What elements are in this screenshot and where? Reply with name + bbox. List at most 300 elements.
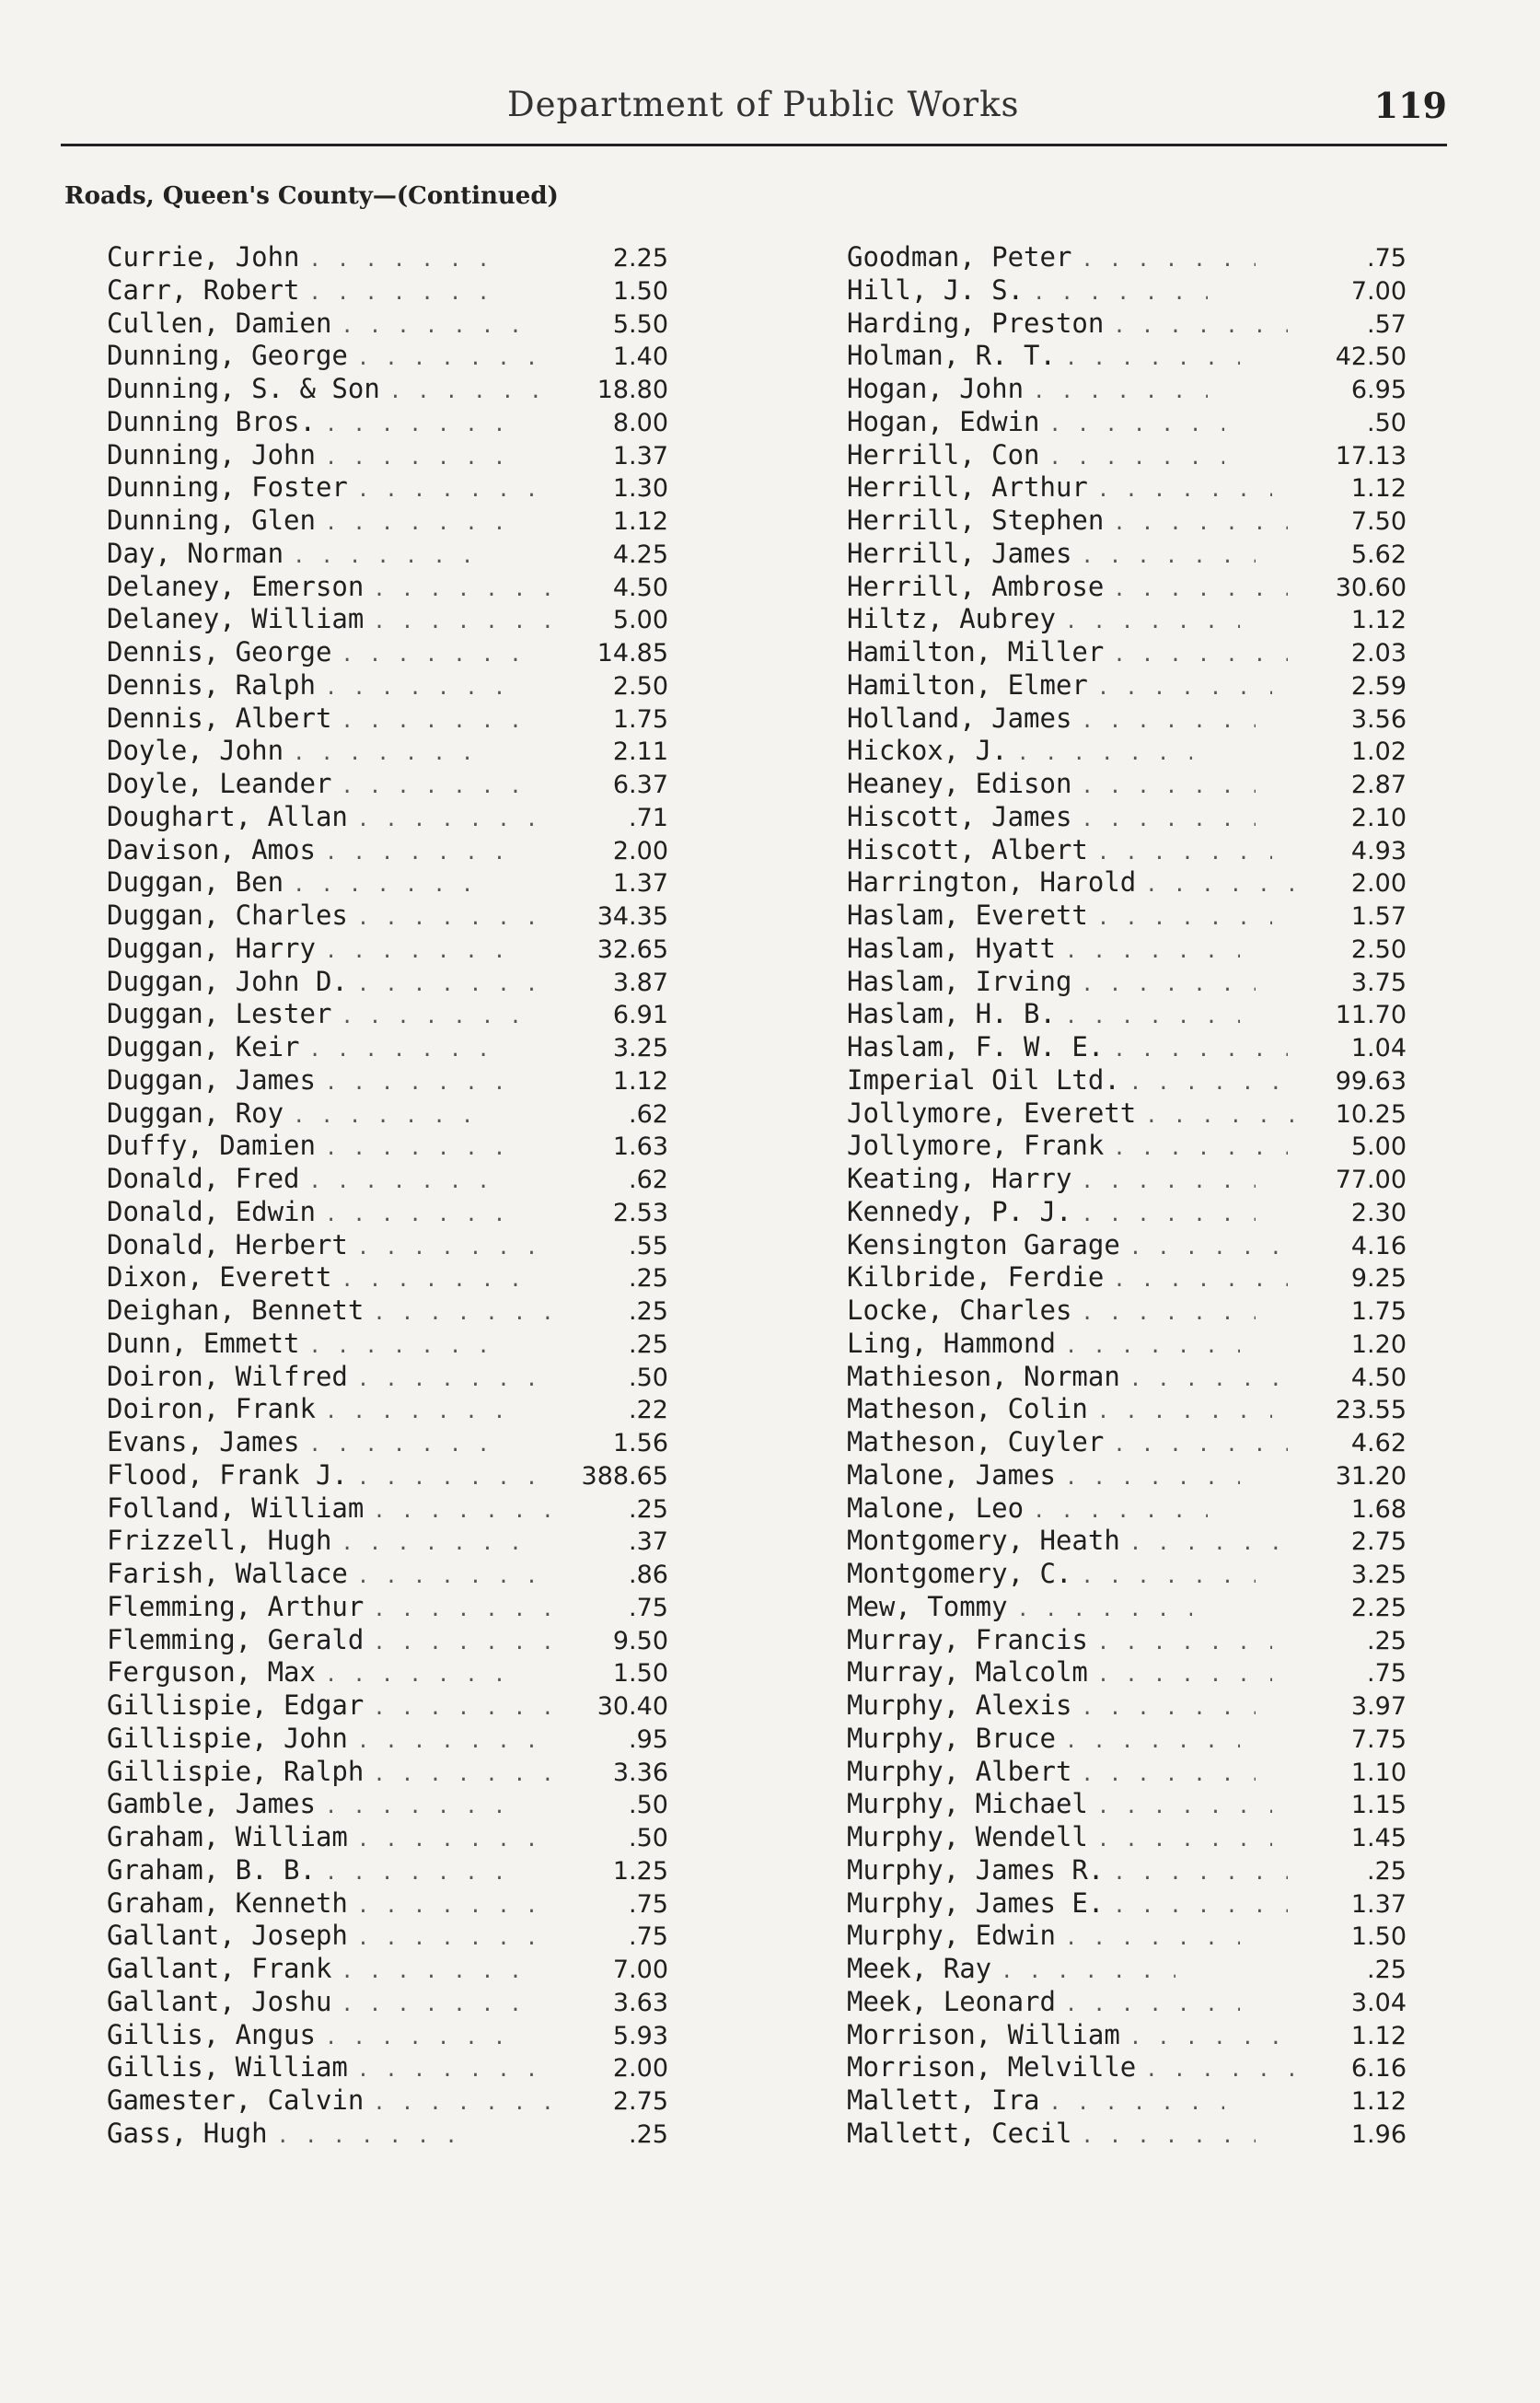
list-item bbox=[847, 1130, 1407, 1163]
payee-name: Dunning, John bbox=[107, 438, 316, 470]
list-item bbox=[847, 406, 1407, 439]
payment-amount: 1.37 bbox=[612, 441, 668, 470]
dot-leader bbox=[325, 1400, 509, 1423]
payee-name: Goodman, Peter bbox=[847, 241, 1072, 273]
payment-amount: 6.91 bbox=[612, 1001, 668, 1030]
payee-name: Hiscott, Albert bbox=[847, 833, 1088, 865]
list-item bbox=[847, 669, 1407, 702]
payment-amount: 9.50 bbox=[612, 1626, 668, 1655]
list-item bbox=[107, 505, 668, 538]
list-item bbox=[107, 439, 668, 472]
payment-amount: 2.59 bbox=[1350, 671, 1407, 701]
list-item bbox=[107, 1887, 668, 1921]
payee-name: Kensington Garage bbox=[847, 1228, 1120, 1260]
dot-leader bbox=[325, 2026, 509, 2049]
payee-name: Frizzell, Hugh bbox=[107, 1525, 332, 1557]
dot-leader bbox=[1065, 1467, 1240, 1490]
dot-leader bbox=[341, 1269, 525, 1292]
payment-amount: 2.25 bbox=[612, 244, 668, 273]
dot-leader bbox=[1097, 1631, 1272, 1654]
list-item bbox=[847, 1854, 1407, 1887]
list-item bbox=[847, 735, 1407, 768]
payee-name: Malone, Leo bbox=[847, 1492, 1025, 1524]
dot-leader bbox=[1049, 447, 1224, 470]
payment-amount: 4.93 bbox=[1350, 836, 1407, 865]
dot-leader bbox=[1129, 1368, 1296, 1391]
payment-amount: .75 bbox=[629, 1922, 668, 1952]
list-item bbox=[107, 1163, 668, 1196]
payee-name: Delaney, Emerson bbox=[107, 570, 365, 602]
payee-name: Cullen, Damien bbox=[107, 307, 332, 339]
payee-name: Dunning, George bbox=[107, 340, 348, 372]
payment-amount: 4.62 bbox=[1350, 1429, 1407, 1457]
list-item bbox=[847, 1393, 1407, 1426]
payee-name: Herrill, Ambrose bbox=[847, 570, 1105, 602]
payment-amount: 18.80 bbox=[596, 376, 668, 404]
dot-leader bbox=[325, 447, 509, 470]
payment-amount: 42.50 bbox=[1335, 342, 1407, 372]
dot-leader bbox=[1097, 1664, 1272, 1687]
payment-amount: 1.30 bbox=[612, 474, 668, 504]
list-item bbox=[107, 340, 668, 373]
list-item bbox=[107, 1656, 668, 1689]
payee-name: Haslam, Irving bbox=[847, 965, 1072, 997]
list-item bbox=[107, 998, 668, 1031]
list-item bbox=[847, 900, 1407, 933]
list-item bbox=[107, 735, 668, 768]
dot-leader bbox=[325, 512, 509, 535]
payment-amount: 1.04 bbox=[1350, 1034, 1407, 1062]
page-number: 119 bbox=[1373, 85, 1447, 126]
list-item bbox=[847, 768, 1407, 801]
dot-leader bbox=[325, 940, 509, 963]
dot-leader bbox=[1081, 1170, 1256, 1193]
dot-leader bbox=[1113, 578, 1288, 601]
payment-amount: 1.75 bbox=[1350, 1297, 1407, 1326]
list-item bbox=[107, 768, 668, 801]
payee-name: Mew, Tommy bbox=[847, 1590, 1008, 1622]
list-item bbox=[107, 1756, 668, 1789]
payment-amount: 1.12 bbox=[612, 507, 668, 536]
payment-amount: .75 bbox=[629, 1889, 668, 1919]
dot-leader bbox=[1081, 973, 1256, 996]
dot-leader bbox=[1065, 1993, 1240, 2016]
payment-amount: 6.37 bbox=[612, 771, 668, 799]
list-item bbox=[107, 933, 668, 966]
payment-amount: 2.75 bbox=[612, 2087, 668, 2116]
payee-name: Gamester, Calvin bbox=[107, 2084, 365, 2116]
page-header bbox=[61, 85, 1447, 149]
list-item bbox=[107, 669, 668, 702]
list-item bbox=[847, 2084, 1407, 2118]
list-item bbox=[107, 241, 668, 274]
payment-amount: .25 bbox=[1367, 1956, 1407, 1984]
dot-leader bbox=[1113, 644, 1288, 667]
list-item bbox=[107, 702, 668, 736]
list-item bbox=[107, 1426, 668, 1459]
dot-leader bbox=[1065, 610, 1240, 633]
payee-name: Duggan, Harry bbox=[107, 932, 316, 964]
list-item bbox=[107, 2019, 668, 2052]
list-item bbox=[847, 702, 1407, 736]
dot-leader bbox=[1113, 1137, 1288, 1160]
payee-name: Morrison, William bbox=[847, 2018, 1120, 2050]
dot-leader bbox=[373, 1763, 557, 1786]
list-item bbox=[107, 834, 668, 867]
payee-name: Gass, Hugh bbox=[107, 2117, 268, 2149]
dot-leader bbox=[373, 1598, 557, 1621]
payee-name: Hamilton, Miller bbox=[847, 636, 1105, 668]
dot-leader bbox=[373, 578, 557, 601]
payment-amount: 1.15 bbox=[1350, 1791, 1407, 1820]
dot-leader bbox=[357, 1828, 541, 1852]
payment-amount: 1.50 bbox=[1350, 1922, 1407, 1952]
payment-amount: .25 bbox=[1367, 1856, 1407, 1886]
list-item bbox=[107, 538, 668, 571]
payment-amount: 3.36 bbox=[612, 1758, 668, 1787]
dot-leader bbox=[357, 808, 541, 831]
payment-amount: 2.11 bbox=[612, 737, 668, 767]
dot-leader bbox=[309, 282, 493, 305]
payee-name: Graham, Kenneth bbox=[107, 1886, 348, 1919]
payment-amount: 1.12 bbox=[1350, 2087, 1407, 2116]
payment-amount: .62 bbox=[629, 1166, 668, 1194]
payee-name: Murphy, Edwin bbox=[847, 1920, 1056, 1952]
list-item bbox=[847, 998, 1407, 1031]
payee-name: Imperial Oil Ltd. bbox=[847, 1063, 1120, 1096]
payment-amount: 5.00 bbox=[612, 606, 668, 635]
payment-amount: 77.00 bbox=[1335, 1166, 1407, 1194]
dot-leader bbox=[357, 1927, 541, 1950]
payment-amount: 7.00 bbox=[612, 1956, 668, 1984]
dot-leader bbox=[309, 249, 493, 272]
payee-name: Matheson, Cuyler bbox=[847, 1426, 1105, 1457]
payment-amount: 3.04 bbox=[1350, 1988, 1407, 2017]
dot-leader bbox=[1065, 347, 1240, 370]
list-item bbox=[847, 1361, 1407, 1394]
list-item bbox=[847, 1986, 1407, 2019]
dot-leader bbox=[1097, 479, 1272, 502]
dot-leader bbox=[325, 1137, 509, 1160]
dot-leader bbox=[389, 380, 558, 403]
dot-leader bbox=[309, 1170, 493, 1193]
dot-leader bbox=[357, 1368, 541, 1391]
dot-leader bbox=[1065, 1927, 1240, 1950]
payee-name: Gallant, Frank bbox=[107, 1953, 332, 1984]
dot-leader bbox=[1081, 1203, 1256, 1226]
payee-name: Malone, James bbox=[847, 1458, 1056, 1491]
list-item bbox=[847, 1723, 1407, 1756]
payment-amount: 2.75 bbox=[1350, 1527, 1407, 1557]
payment-amount: 9.25 bbox=[1350, 1264, 1407, 1294]
dot-leader bbox=[1145, 874, 1296, 897]
dot-leader bbox=[325, 842, 509, 865]
dot-leader bbox=[325, 413, 509, 436]
list-item bbox=[107, 1064, 668, 1097]
payee-name: Murphy, Albert bbox=[847, 1755, 1072, 1787]
payment-amount: 1.96 bbox=[1350, 2119, 1407, 2149]
list-item bbox=[107, 866, 668, 900]
list-item bbox=[847, 1788, 1407, 1821]
payment-amount: 1.57 bbox=[1350, 902, 1407, 931]
payment-amount: 2.03 bbox=[1350, 639, 1407, 668]
list-item bbox=[847, 1887, 1407, 1921]
dot-leader bbox=[1097, 842, 1272, 865]
list-item bbox=[107, 636, 668, 669]
dot-leader bbox=[1081, 249, 1256, 272]
dot-leader bbox=[373, 2092, 557, 2115]
dot-leader bbox=[1081, 808, 1256, 831]
payment-amount: 1.02 bbox=[1350, 737, 1407, 767]
dot-leader bbox=[309, 1335, 493, 1358]
payee-name: Hill, J. S. bbox=[847, 273, 1025, 306]
payee-name: Meek, Ray bbox=[847, 1953, 992, 1984]
payee-name: Jollymore, Everett bbox=[847, 1097, 1137, 1129]
payee-name: Haslam, F. W. E. bbox=[847, 1031, 1105, 1062]
list-item bbox=[107, 1624, 668, 1657]
payment-amount: 14.85 bbox=[596, 639, 668, 668]
list-item bbox=[847, 2019, 1407, 2052]
list-item bbox=[847, 1229, 1407, 1262]
payment-amount: 1.50 bbox=[612, 1659, 668, 1689]
list-item bbox=[107, 1953, 668, 1986]
list-item bbox=[107, 1328, 668, 1361]
dot-leader bbox=[1113, 512, 1288, 535]
payment-amount: 1.63 bbox=[612, 1132, 668, 1162]
payment-amount: 4.16 bbox=[1350, 1231, 1407, 1260]
list-item bbox=[107, 1261, 668, 1294]
payee-name: Donald, Edwin bbox=[107, 1195, 316, 1227]
dot-leader bbox=[1017, 742, 1192, 765]
payee-name: Evans, James bbox=[107, 1426, 300, 1457]
payment-amount: 99.63 bbox=[1335, 1066, 1407, 1096]
payee-name: Heaney, Edison bbox=[847, 768, 1072, 799]
dot-leader bbox=[309, 1039, 493, 1062]
list-item bbox=[847, 1953, 1407, 1986]
list-item bbox=[847, 1261, 1407, 1294]
dot-leader bbox=[373, 1500, 557, 1523]
payee-name: Dunn, Emmett bbox=[107, 1327, 300, 1359]
payee-name: Murray, Malcolm bbox=[847, 1656, 1088, 1689]
payee-name: Currie, John bbox=[107, 241, 300, 273]
list-item bbox=[107, 308, 668, 341]
dot-leader bbox=[1113, 1434, 1288, 1457]
dot-leader bbox=[325, 1795, 509, 1818]
list-item bbox=[847, 1525, 1407, 1558]
payee-name: Gallant, Joshu bbox=[107, 1985, 332, 2017]
payee-name: Hiltz, Aubrey bbox=[847, 603, 1056, 635]
payee-name: Duggan, James bbox=[107, 1063, 316, 1096]
list-item bbox=[847, 866, 1407, 900]
dot-leader bbox=[1113, 1862, 1288, 1885]
payee-name: Herrill, Stephen bbox=[847, 505, 1105, 536]
list-item bbox=[847, 505, 1407, 538]
dot-leader bbox=[373, 1302, 557, 1325]
list-item bbox=[107, 1854, 668, 1887]
payee-name: Day, Norman bbox=[107, 537, 284, 569]
payee-name: Locke, Charles bbox=[847, 1294, 1072, 1326]
list-item bbox=[847, 2118, 1407, 2151]
payee-name: Hamilton, Elmer bbox=[847, 668, 1088, 701]
dot-leader bbox=[1033, 1500, 1208, 1523]
payment-amount: 17.13 bbox=[1335, 441, 1407, 470]
payment-amount: 2.00 bbox=[1350, 869, 1407, 899]
payment-amount: .86 bbox=[629, 1561, 668, 1589]
list-item bbox=[847, 834, 1407, 867]
payment-amount: 5.93 bbox=[612, 2021, 668, 2050]
payment-amount: 1.37 bbox=[1350, 1889, 1407, 1919]
payment-amount: 1.25 bbox=[612, 1856, 668, 1886]
payment-amount: 3.56 bbox=[1350, 704, 1407, 734]
list-item bbox=[107, 1196, 668, 1229]
dot-leader bbox=[309, 1434, 493, 1457]
dot-leader bbox=[1033, 380, 1208, 403]
payee-name: Duggan, Lester bbox=[107, 998, 332, 1030]
payee-name: Dunning, Glen bbox=[107, 505, 316, 536]
payee-name: Holland, James bbox=[847, 702, 1072, 734]
list-item bbox=[847, 1624, 1407, 1657]
payment-amount: .50 bbox=[629, 1363, 668, 1392]
dot-leader bbox=[1017, 1598, 1192, 1621]
payment-amount: .50 bbox=[629, 1824, 668, 1852]
dot-leader bbox=[357, 1565, 541, 1588]
list-item bbox=[107, 373, 668, 406]
list-item bbox=[847, 1756, 1407, 1789]
payment-amount: .25 bbox=[629, 1329, 668, 1359]
list-item bbox=[107, 801, 668, 834]
payment-amount: 23.55 bbox=[1335, 1396, 1407, 1425]
dot-leader bbox=[1097, 1828, 1272, 1852]
dot-leader bbox=[1065, 1335, 1240, 1358]
dot-leader bbox=[325, 677, 509, 700]
payment-amount: 3.25 bbox=[1350, 1561, 1407, 1589]
payee-name: Harding, Preston bbox=[847, 307, 1105, 339]
list-item bbox=[847, 1558, 1407, 1591]
payee-name: Montgomery, Heath bbox=[847, 1525, 1120, 1557]
payment-amount: .25 bbox=[629, 1297, 668, 1326]
payee-name: Farish, Wallace bbox=[107, 1558, 348, 1589]
dot-leader bbox=[357, 973, 541, 996]
dot-leader bbox=[1129, 1072, 1296, 1095]
list-item bbox=[847, 439, 1407, 472]
payee-name: Haslam, H. B. bbox=[847, 998, 1056, 1030]
payment-amount: 1.12 bbox=[1350, 2021, 1407, 2050]
payment-amount: 3.25 bbox=[612, 1034, 668, 1062]
dot-leader bbox=[1081, 1763, 1256, 1786]
dot-leader bbox=[1113, 315, 1288, 338]
payee-name: Haslam, Everett bbox=[847, 900, 1088, 931]
dot-leader bbox=[1065, 1730, 1240, 1753]
list-item bbox=[107, 1689, 668, 1723]
payment-amount: .25 bbox=[629, 1494, 668, 1524]
payee-name: Duggan, Ben bbox=[107, 866, 284, 899]
list-item bbox=[107, 1097, 668, 1131]
payment-amount: 7.00 bbox=[1350, 276, 1407, 306]
dot-leader bbox=[1097, 677, 1272, 700]
list-item bbox=[847, 1492, 1407, 1526]
payee-name: Herrill, Con bbox=[847, 438, 1040, 470]
payee-name: Ling, Hammond bbox=[847, 1327, 1056, 1359]
list-item bbox=[107, 1558, 668, 1591]
list-item bbox=[847, 801, 1407, 834]
payee-name: Flemming, Gerald bbox=[107, 1623, 365, 1655]
payee-name: Murphy, James E. bbox=[847, 1886, 1105, 1919]
payment-amount: 10.25 bbox=[1335, 1099, 1407, 1129]
list-item bbox=[847, 274, 1407, 308]
list-item bbox=[847, 1196, 1407, 1229]
payee-name: Duggan, Charles bbox=[107, 900, 348, 931]
payment-amount: 4.50 bbox=[612, 573, 668, 602]
list-item bbox=[847, 1097, 1407, 1131]
payment-amount: 4.25 bbox=[612, 540, 668, 569]
payee-name: Doiron, Wilfred bbox=[107, 1360, 348, 1392]
payment-amount: 3.87 bbox=[612, 968, 668, 997]
dot-leader bbox=[1145, 1105, 1296, 1128]
payee-name: Murphy, James R. bbox=[847, 1853, 1105, 1886]
list-item bbox=[847, 1821, 1407, 1854]
list-item bbox=[847, 1459, 1407, 1492]
list-item bbox=[107, 2051, 668, 2084]
payee-name: Flood, Frank J. bbox=[107, 1458, 348, 1491]
dot-leader bbox=[1081, 1697, 1256, 1720]
dot-leader bbox=[1081, 545, 1256, 568]
dot-leader bbox=[1129, 1532, 1296, 1555]
payee-name: Gillispie, Ralph bbox=[107, 1755, 365, 1787]
payment-amount: 11.70 bbox=[1335, 1001, 1407, 1030]
payment-amount: 32.65 bbox=[596, 934, 668, 964]
list-item bbox=[107, 1920, 668, 1953]
right-column bbox=[847, 241, 1407, 2151]
payment-amount: 1.20 bbox=[1350, 1329, 1407, 1359]
payment-amount: .55 bbox=[629, 1231, 668, 1260]
list-item bbox=[107, 1130, 668, 1163]
dot-leader bbox=[373, 1631, 557, 1654]
list-item bbox=[107, 900, 668, 933]
payee-name: Ferguson, Max bbox=[107, 1656, 316, 1689]
list-item bbox=[847, 1294, 1407, 1328]
dot-leader bbox=[341, 710, 525, 733]
payment-amount: 5.62 bbox=[1350, 540, 1407, 569]
dot-leader bbox=[1113, 1895, 1288, 1918]
payee-name: Gamble, James bbox=[107, 1788, 316, 1820]
dot-leader bbox=[1113, 1269, 1288, 1292]
list-item bbox=[847, 471, 1407, 505]
dot-leader bbox=[341, 1532, 525, 1555]
payee-name: Hickox, J. bbox=[847, 735, 1008, 767]
dot-leader bbox=[341, 315, 525, 338]
payment-amount: 6.16 bbox=[1350, 2054, 1407, 2084]
list-item bbox=[107, 274, 668, 308]
payment-amount: .57 bbox=[1367, 309, 1407, 339]
payee-name: Carr, Robert bbox=[107, 273, 300, 306]
payee-name: Holman, R. T. bbox=[847, 340, 1056, 372]
list-item bbox=[107, 1788, 668, 1821]
dot-leader bbox=[1097, 907, 1272, 930]
list-item bbox=[107, 406, 668, 439]
payment-amount: 3.97 bbox=[1350, 1692, 1407, 1721]
payment-amount: 5.00 bbox=[1350, 1132, 1407, 1162]
payment-amount: .75 bbox=[629, 1593, 668, 1622]
dot-leader bbox=[1129, 2026, 1296, 2049]
list-item bbox=[107, 2118, 668, 2151]
payment-amount: 34.35 bbox=[596, 902, 668, 931]
header-rule bbox=[61, 144, 1447, 146]
dot-leader bbox=[1081, 1302, 1256, 1325]
dot-leader bbox=[341, 1960, 525, 1983]
payee-name: Doiron, Frank bbox=[107, 1393, 316, 1425]
dot-leader bbox=[357, 1467, 541, 1490]
dot-leader bbox=[1033, 282, 1208, 305]
